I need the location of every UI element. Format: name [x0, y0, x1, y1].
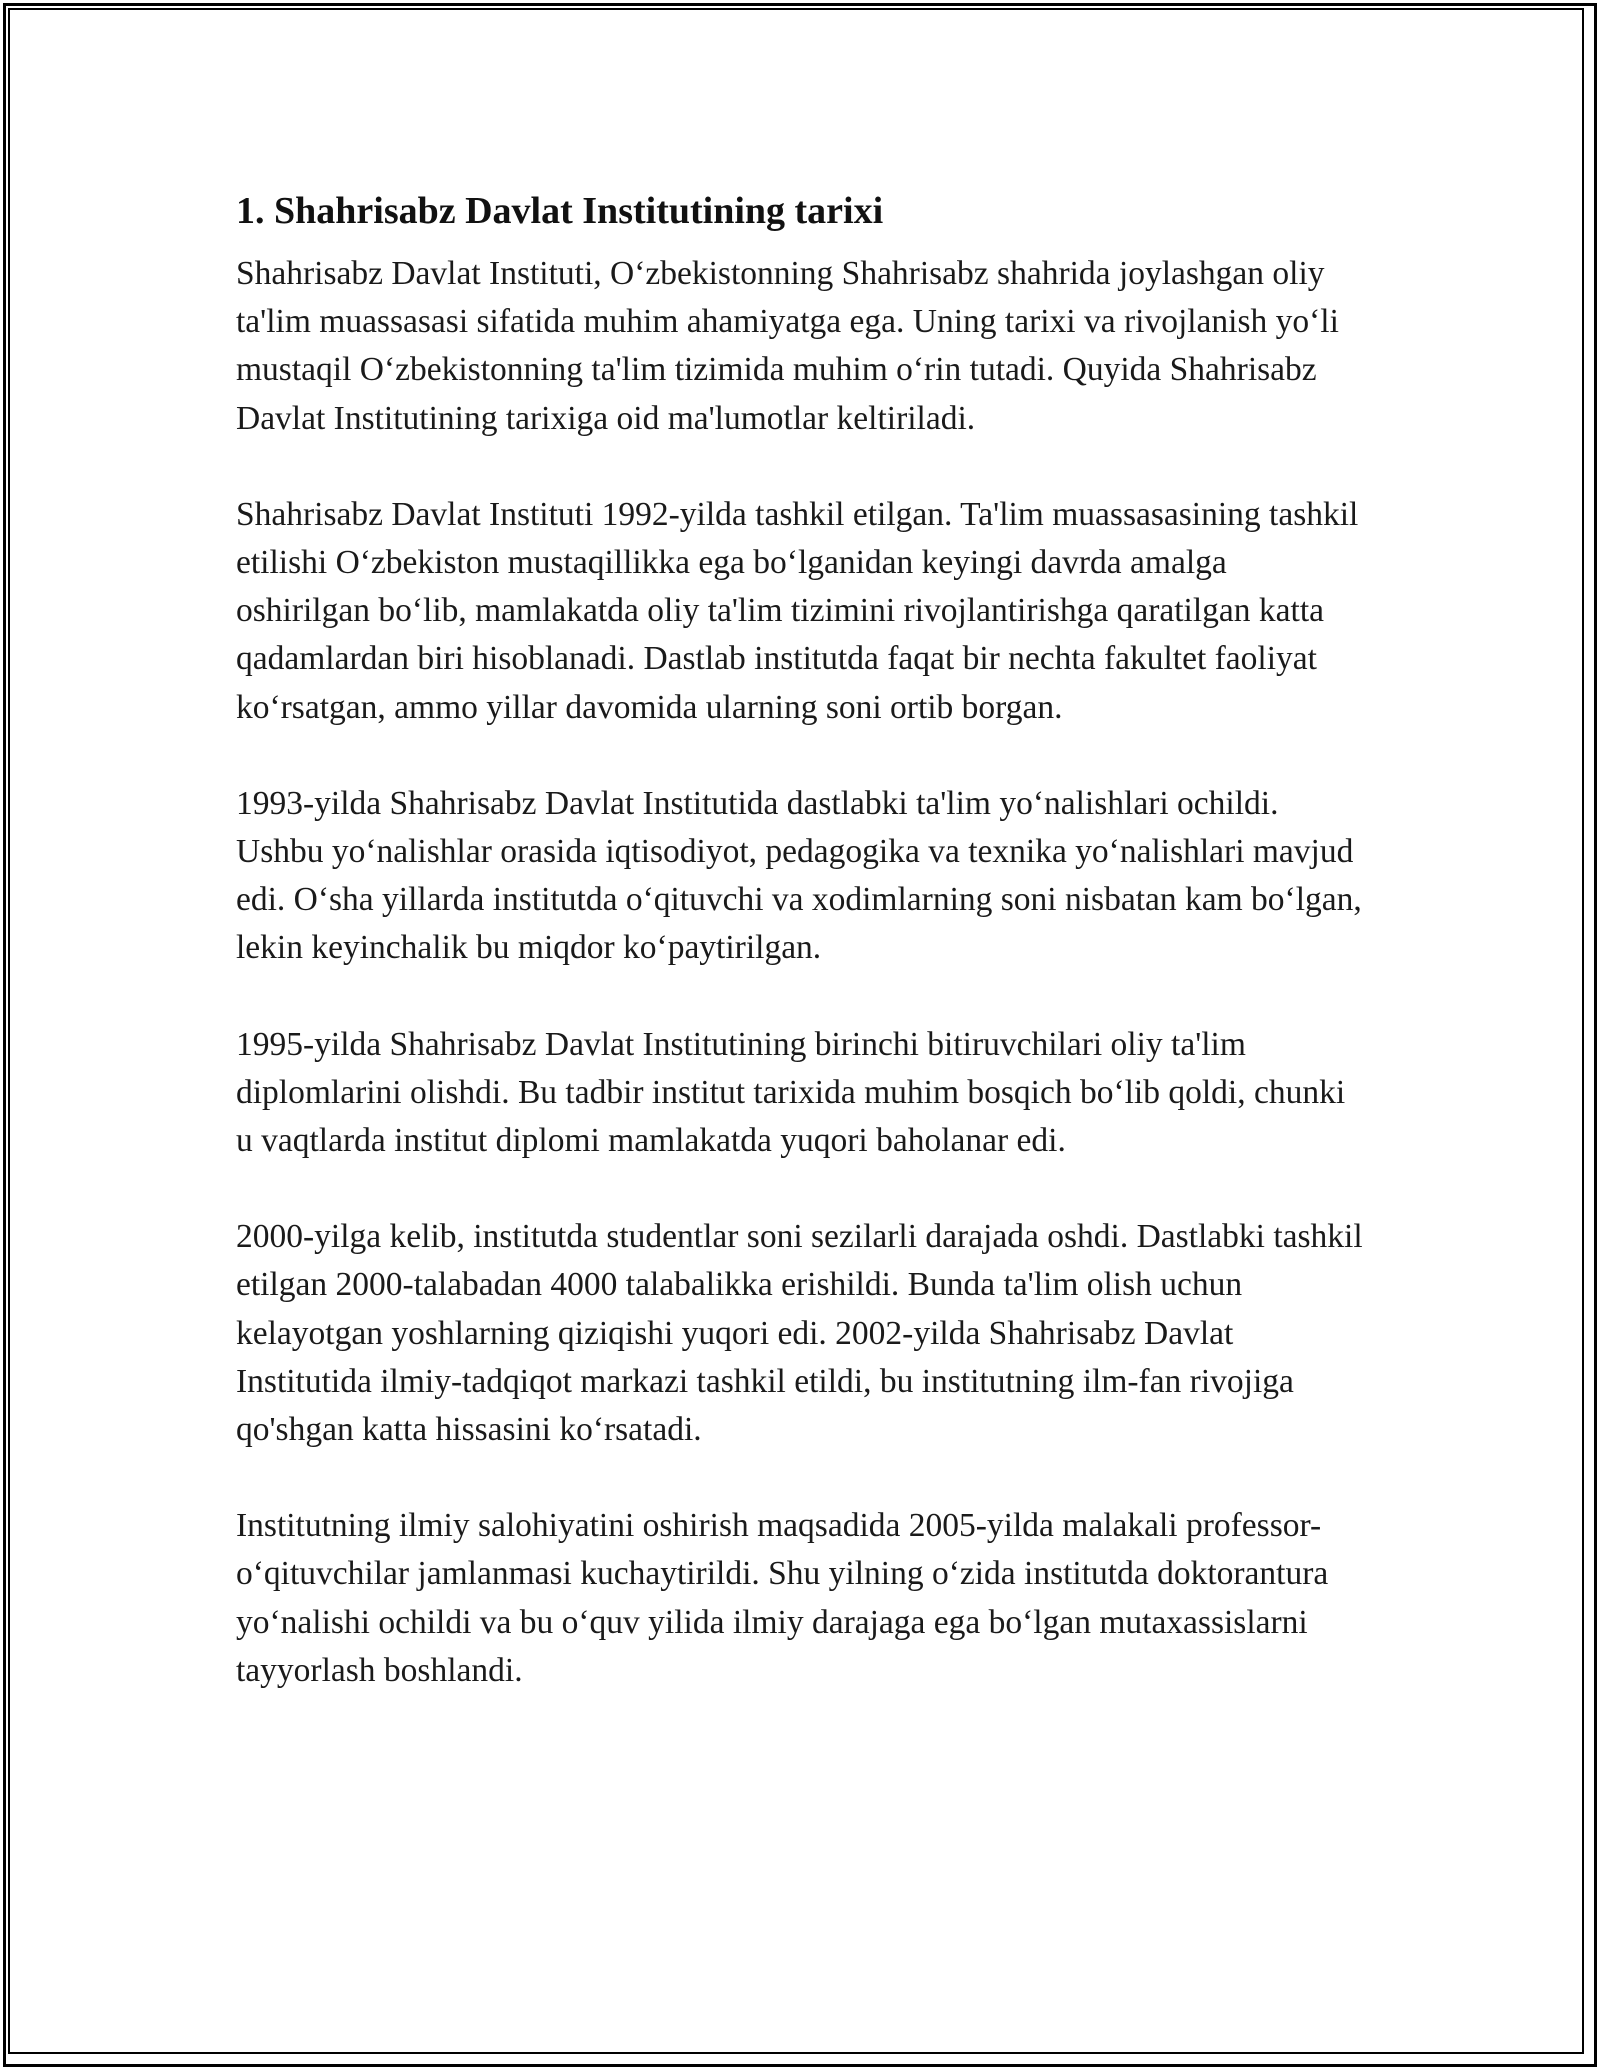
paragraph-founding-1992: Shahrisabz Davlat Instituti 1992-yilda tashkil etilgan. Ta'lim muassasasining tashkil etilishi Oʻzbekiston mustaqillikka ega boʻlganidan keyingi davrda amalga oshirilgan boʻlib, mamlakatda oliy ta'lim tizimini rivojlantirishga qaratilgan katta qadamlardan biri hisoblanadi. Dastlab institutda faqat bir nechta fakultet faoliyat koʻrsatgan, ammo yillar davomida ularning soni ortib borgan. — [236, 495, 1359, 726]
document-body — [236, 186, 1366, 1695]
paragraph-graduates-1995: 1995-yilda Shahrisabz Davlat Institutining birinchi bitiruvchilari oliy ta'lim diplomlarini olishdi. Bu tadbir institut tarixida muhim bosqich boʻlib qoldi, chunki u vaqtlarda institut diplomi mamlakatda yuqori baholanar edi. — [236, 1025, 1346, 1160]
paragraph-intro: Shahrisabz Davlat Instituti, Oʻzbekistonning Shahrisabz shahrida joylashgan oliy ta'lim muassasasi sifatida muhim ahamiyatga ega. Uning tarixi va rivojlanish yoʻli mustaqil Oʻzbekistonning ta'lim tizimida muhim oʻrin tutadi. Quyida Shahrisabz Davlat Institutining tarixiga oid ma'lumotlar keltiriladi. — [236, 255, 1339, 437]
paragraph-directions-1993: 1993-yilda Shahrisabz Davlat Institutida dastlabki ta'lim yoʻnalishlari ochildi. Ushbu yoʻnalishlar orasida iqtisodiyot, pedagogika va texnika yoʻnalishlari mavjud edi. Oʻsha yillarda institutda oʻqituvchi va xodimlarning soni nisbatan kam boʻlgan, lekin keyinchalik bu miqdor koʻpaytirilgan. — [236, 784, 1362, 967]
section-title: 1. Shahrisabz Davlat Institutining tarixi — [236, 190, 884, 232]
paragraph-doctorate-2005: Institutning ilmiy salohiyatini oshirish maqsadida 2005-yilda malakali professor-oʻqituvchilar jamlanmasi kuchaytirildi. Shu yilning oʻzida institutda doktorantura yoʻnalishi ochildi va bu oʻquv yilida ilmiy darajaga ega boʻlgan mutaxassislarni tayyorlash boshlandi. — [236, 1507, 1329, 1689]
paragraph-growth-2000: 2000-yilga kelib, institutda studentlar soni sezilarli darajada oshdi. Dastlabki tashkil etilgan 2000-talabadan 4000 talabalikka erishildi. Bunda ta'lim olish uchun kelayotgan yoshlarning qiziqishi yuqori edi. 2002-yilda Shahrisabz Davlat Institutida ilmiy-tadqiqot markazi tashkil etildi, bu institutning ilm-fan rivojiga qo'shgan katta hissasini koʻrsatadi. — [236, 1218, 1363, 1449]
